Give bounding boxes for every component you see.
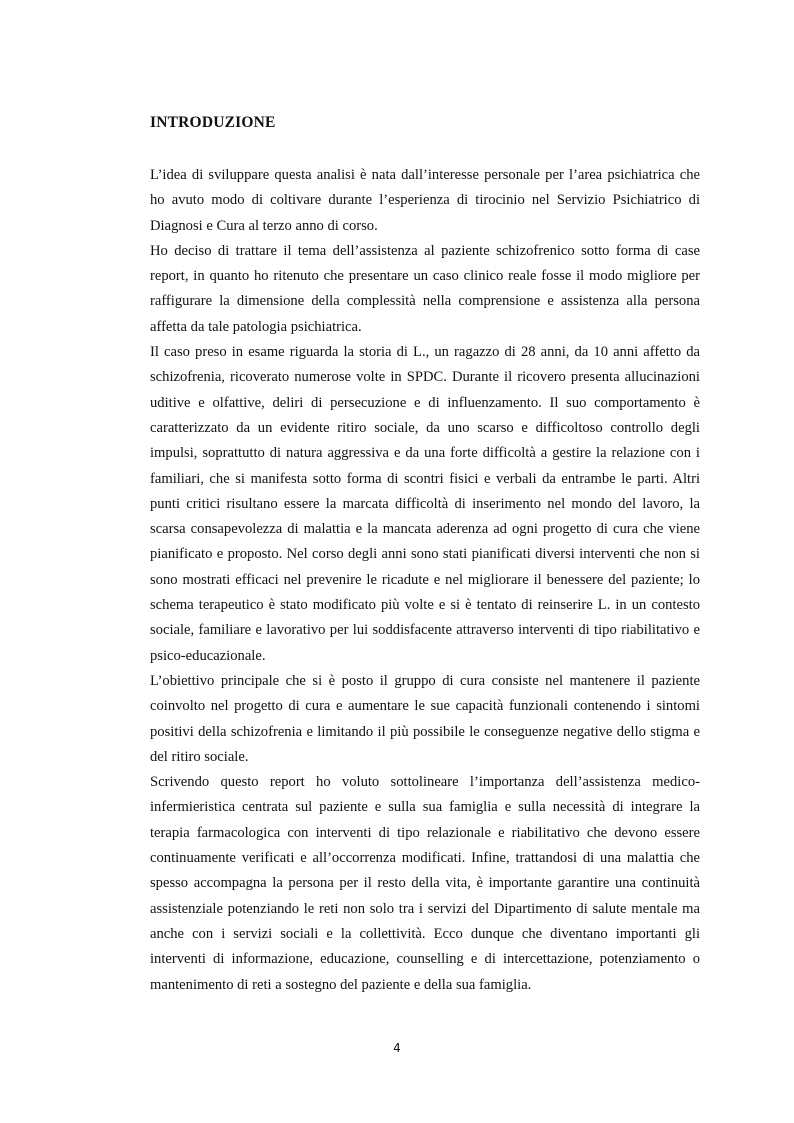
- paragraph-4: L’obiettivo principale che si è posto il gruppo di cura consiste nel mantenere il paziente coinvolto nel progetto di cura e aumentare le sue capacità funzionali contenendo i sintomi positivi della schizofrenia e limitando il più possibile le conseguenze negative dello stigma e del ritiro sociale.: [150, 672, 700, 765]
- paragraph-5: Scrivendo questo report ho voluto sottolineare l’importanza dell’assistenza medico-infermieristica centrata sul paziente e sulla sua famiglia e sulla necessità di integrare la terapia farmacologica con interventi di tipo relazionale e riabilitativo che devono essere continuamente verificati e all’occorrenza modificati. Infine, trattandosi di una malattia che spesso accompagna la persona per il resto della vita, è importante garantire una continuità assistenziale potenziando le reti non solo tra i servizi del Dipartimento di salute mentale ma anche con i servizi sociali e la collettività. Ecco dunque che diventano importanti gli interventi di informazione, educazione, counselling e di intercettazione, potenziamento o mantenimento di reti a sostegno del paziente e della sua famiglia.: [150, 774, 700, 993]
- body-text: [150, 163, 700, 998]
- paragraph-3: Il caso preso in esame riguarda la storia di L., un ragazzo di 28 anni, da 10 anni affetto da schizofrenia, ricoverato numerose volte in SPDC. Durante il ricovero presenta allucinazioni uditive e olfattive, deliri di persecuzione e di influenzamento. Il suo comportamento è caratterizzato da un evidente ritiro sociale, da uno scarso e difficoltoso controllo degli impulsi, soprattutto di natura aggressiva e da una forte difficoltà a gestire la relazione con i familiari, che si manifesta sotto forma di scontri fisici e verbali da entrambe le parti. Altri punti critici risultano essere la marcata difficoltà di inserimento nel mondo del lavoro, la scarsa consapevolezza di malattia e la mancata aderenza ad ogni progetto di cura che viene pianificato e proposto. Nel corso degli anni sono stati pianificati diversi interventi che non si sono mostrati efficaci nel prevenire le ricadute e nel migliorare il benessere del paziente; lo schema terapeutico è stato modificato più volte e si è tentato di reinserire L. in un contesto sociale, familiare e lavorativo per lui soddisfacente attraverso interventi di tipo riabilitativo e psico-educazionale.: [150, 344, 700, 664]
- page-number: 4: [393, 1041, 401, 1055]
- paragraph-2: Ho deciso di trattare il tema dell’assistenza al paziente schizofrenico sotto forma di case report, in quanto ho ritenuto che presentare un caso clinico reale fosse il modo migliore per raffigurare la dimensione della complessità nella comprensione e assistenza alla persona affetta da tale patologia psichiatrica.: [150, 242, 700, 335]
- section-heading: INTRODUZIONE: [150, 114, 276, 131]
- paragraph-1: L’idea di sviluppare questa analisi è nata dall’interesse personale per l’area psichiatrica che ho avuto modo di coltivare durante l’esperienza di tirocinio nel Servizio Psichiatrico di Diagnosi e Cura al terzo anno di corso.: [150, 167, 700, 234]
